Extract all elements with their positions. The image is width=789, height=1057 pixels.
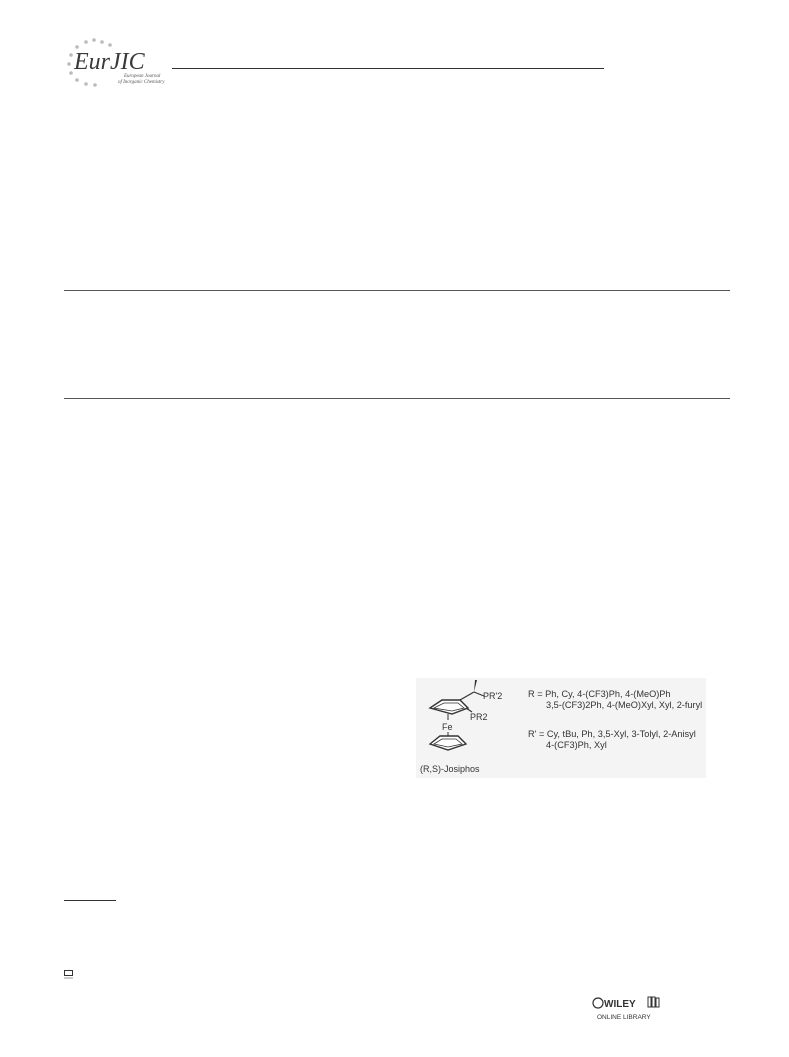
header-rule <box>172 68 604 69</box>
wiley-seal-icon <box>593 998 603 1008</box>
rp-def-line2: 4-(CF3)Ph, Xyl <box>546 740 607 750</box>
r-def-line2: 3,5-(CF3)2Ph, 4-(MeO)Xyl, Xyl, 2-furyl <box>546 700 703 710</box>
journal-logo <box>62 36 174 88</box>
books-icon <box>648 997 659 1007</box>
wiley-online-library-logo <box>592 995 662 1027</box>
group-prp2: PR'2 <box>483 691 503 701</box>
svg-text:ONLINE LIBRARY: ONLINE LIBRARY <box>597 1014 651 1021</box>
section-divider-top <box>64 290 730 291</box>
section-divider-bottom <box>64 398 730 399</box>
logo-wordmark: EurJIC <box>74 49 145 75</box>
rprime-substituent-definition <box>528 729 706 751</box>
atom-fe: Fe <box>442 722 453 732</box>
ligand-label: (R,S)-Josiphos <box>420 764 480 774</box>
svg-text:of Inorganic Chemistry: of Inorganic Chemistry <box>118 80 165 85</box>
page-corner-icon <box>64 970 74 980</box>
svg-text:WILEY: WILEY <box>604 999 636 1010</box>
r-substituent-definition <box>528 689 706 711</box>
svg-text:European Journal: European Journal <box>124 74 161 79</box>
footnote-rule <box>64 900 116 901</box>
rp-def-line1: R' = Cy, tBu, Ph, 3,5-Xyl, 3-Tolyl, 2-Anisyl <box>528 729 696 739</box>
josiphos-figure <box>416 678 706 778</box>
ferrocene-structure-diagram <box>416 678 526 778</box>
r-def-line1: R = Ph, Cy, 4-(CF3)Ph, 4-(MeO)Ph <box>528 689 671 699</box>
group-pr2: PR2 <box>470 712 488 722</box>
